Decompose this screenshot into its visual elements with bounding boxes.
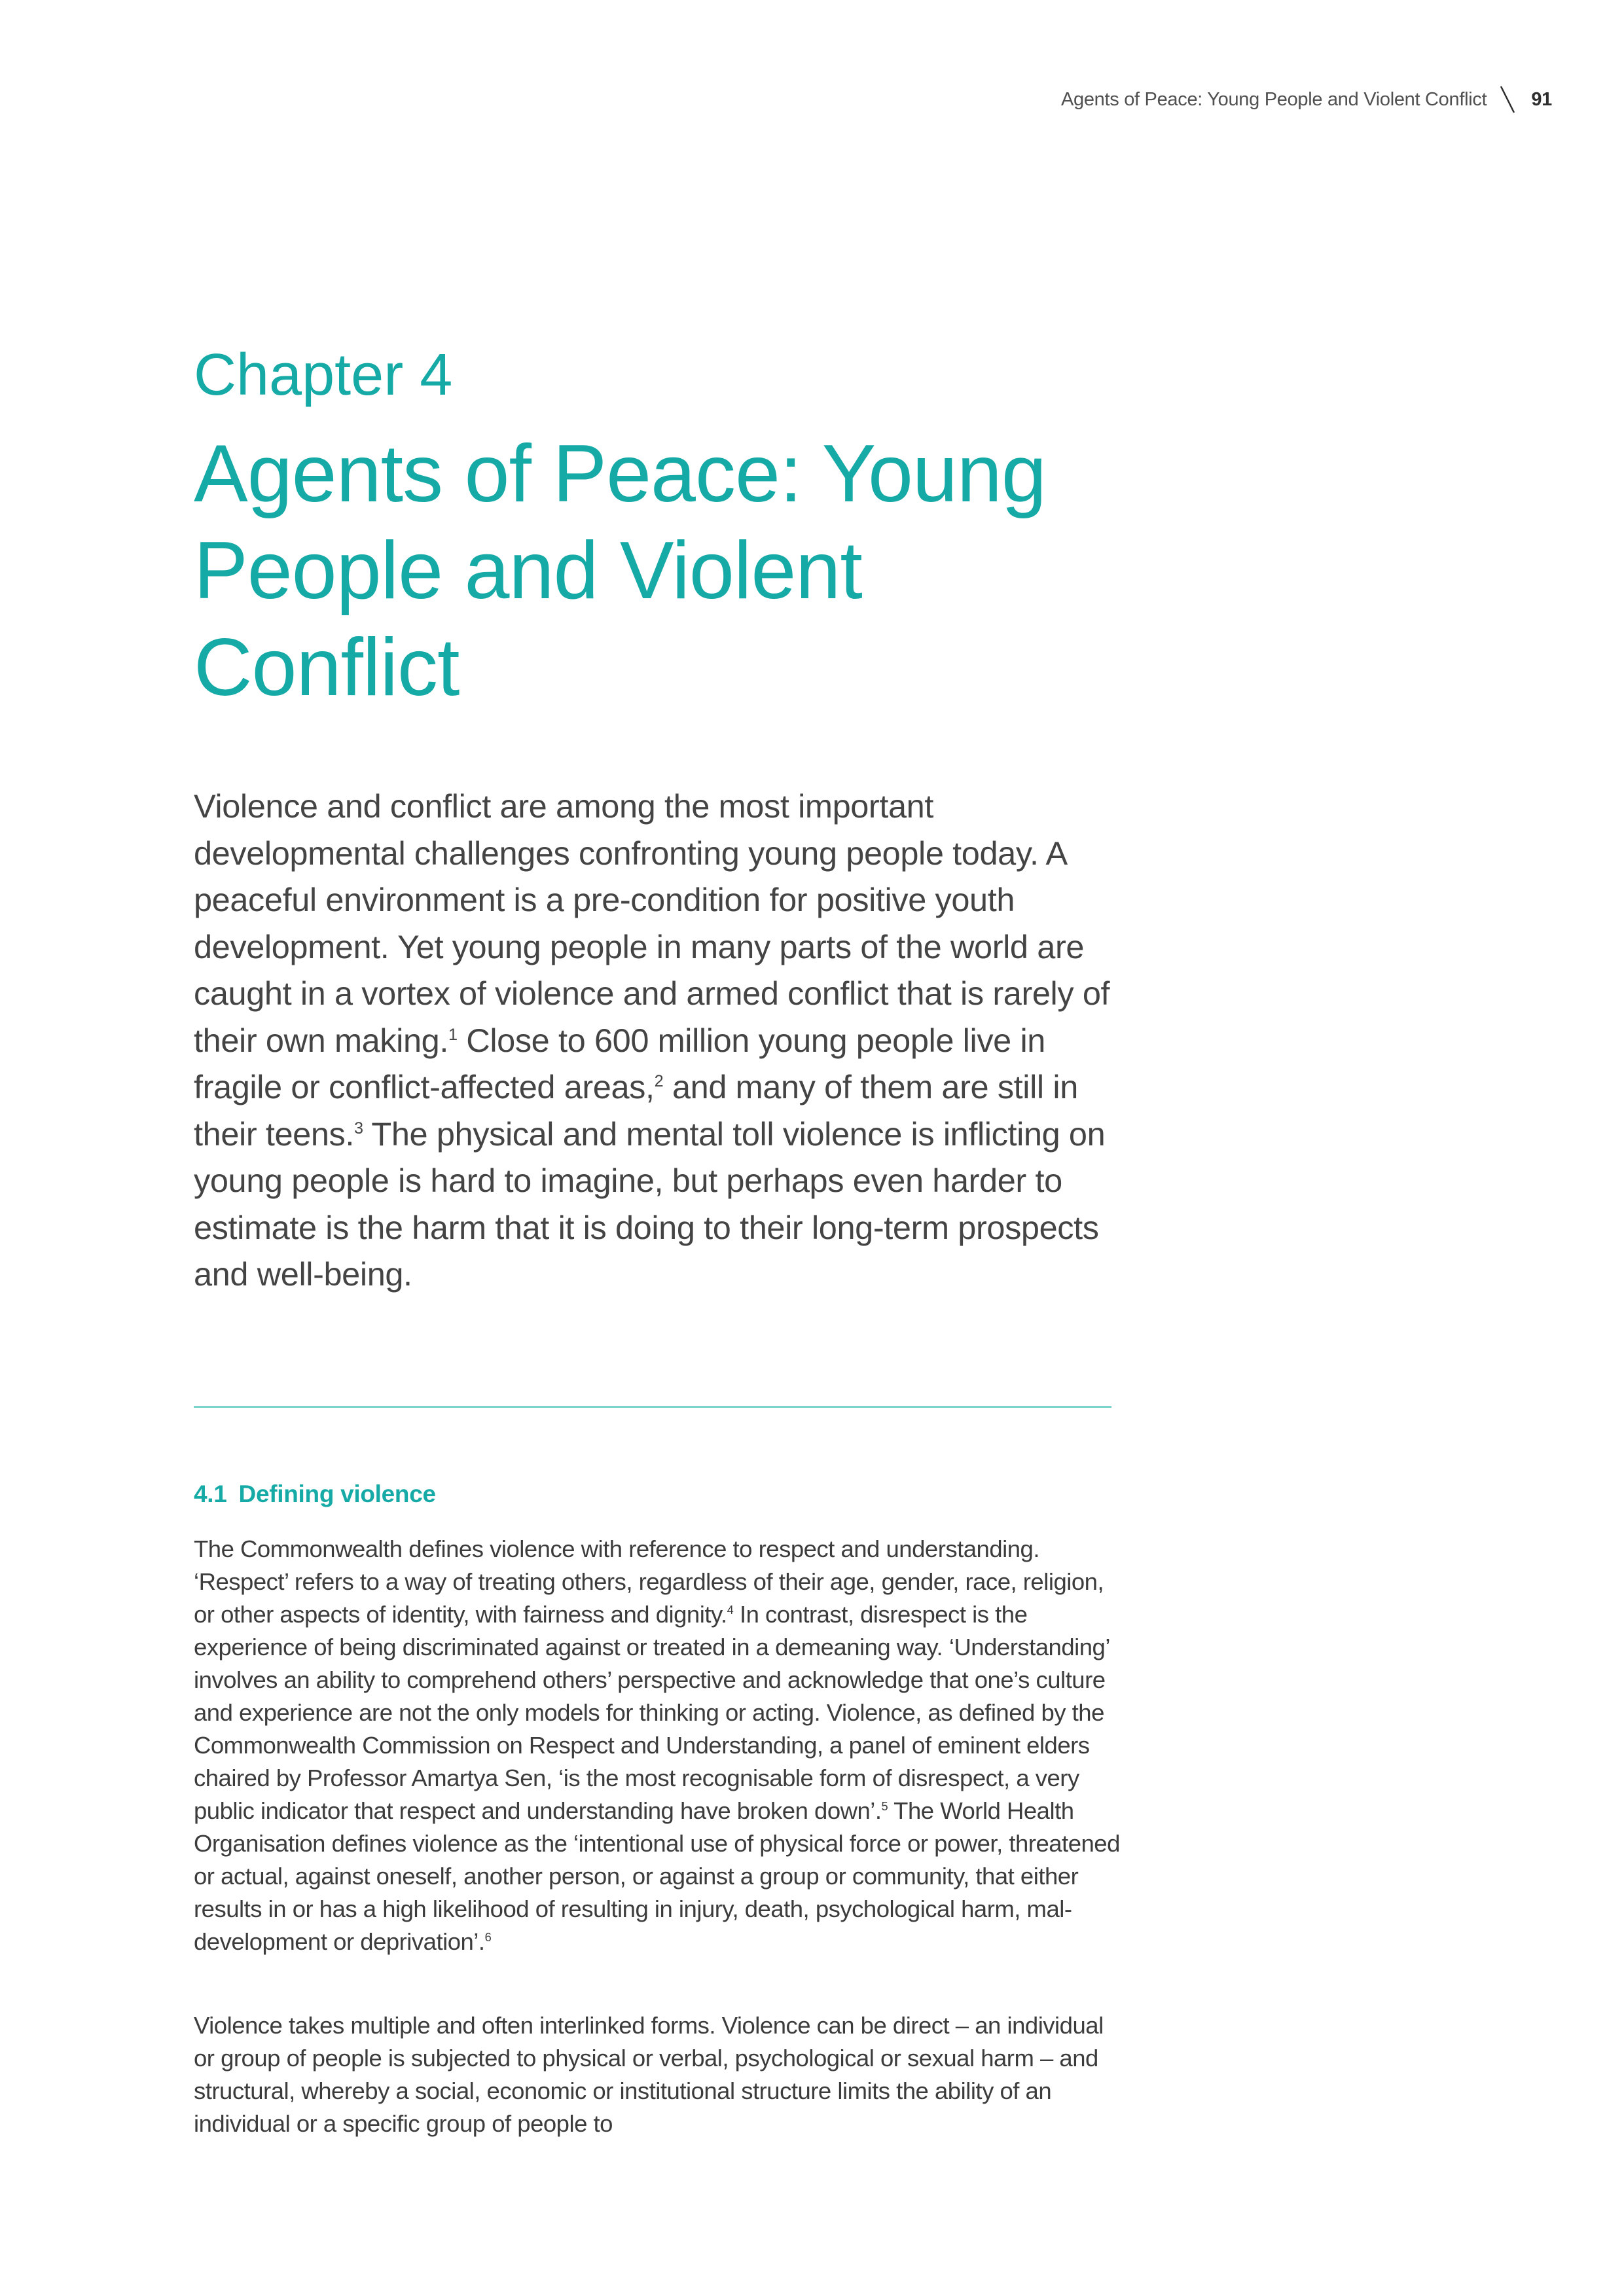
- body-paragraph-2: Violence takes multiple and often interlinked forms. Violence can be direct – an individual or group of people is subjected to physical or verbal, psychological or sexual harm – and structural, whereby a social, economic or institutional structure limits the ability of an individual or a specific group of people to: [194, 2012, 1104, 2137]
- section-number: 4.1: [194, 1480, 227, 1507]
- chapter-title: Agents of Peace: Young People and Violent Conflict: [194, 429, 1046, 713]
- para1-text-3: The World Health Organisation defines violence as the ‘intentional use of physical force or power, threatened or actual, against oneself, another person, or against a group or community, that either results in or has a high likelihood of resulting in injury, death, psychological harm, mal-development or deprivation’.: [194, 1797, 1120, 1955]
- footnote-ref-2: 2: [654, 1072, 664, 1091]
- section-divider: [194, 1406, 1111, 1408]
- footnote-ref-1: 1: [448, 1025, 458, 1044]
- page-number: 91: [1531, 88, 1552, 110]
- backslash-divider-icon: [1496, 84, 1519, 115]
- body-paragraph-1: [194, 1533, 1123, 1958]
- para1-text-1: The Commonwealth defines violence with reference to respect and understanding. ‘Respect’ refers to a way of treating others, regardless of their age, gender, race, religion, or other aspects of identity, with fairness and dignity.: [194, 1535, 1104, 1628]
- footnote-ref-5: 5: [881, 1799, 888, 1813]
- footnote-ref-4: 4: [727, 1602, 734, 1617]
- chapter-label: Chapter 4: [194, 342, 453, 408]
- running-header: [1061, 84, 1552, 115]
- intro-text-1: Violence and conflict are among the most important developmental challenges confronting young people today. A peaceful environment is a pre-condition for positive youth development. Yet young people in many parts of the world are caught in a vortex of violence and armed conflict that is rarely of their own making.: [194, 787, 1110, 1059]
- section-heading: [194, 1480, 436, 1508]
- intro-text-3: and many of them are still in their teens.: [194, 1068, 1078, 1153]
- footnote-ref-6: 6: [484, 1929, 492, 1944]
- intro-text-4: The physical and mental toll violence is inflicting on young people is hard to imagine, but perhaps even harder to estimate is the harm that it is doing to their long-term prospects and well-being.: [194, 1115, 1106, 1293]
- intro-text-2: Close to 600 million young people live in fragile or conflict-affected areas,: [194, 1021, 1045, 1105]
- para1-text-2: In contrast, disrespect is the experience of being discriminated against or treated in a demeaning way. ‘Understanding’ involves an ability to comprehend others’ perspective and acknowledge that one’s culture and experience are not the only models for thinking or acting. Violence, as defined by the Commonwealth Commission on Respect and Understanding, a panel of eminent elders chaired by Professor Amartya Sen, ‘is the most recognisable form of disrespect, a very public indicator that respect and understanding have broken down’.: [194, 1601, 1110, 1824]
- intro-paragraph: [194, 783, 1123, 1298]
- section-title: Defining violence: [238, 1480, 436, 1507]
- running-title: Agents of Peace: Young People and Violent Conflict: [1060, 88, 1487, 110]
- footnote-ref-3: 3: [354, 1119, 363, 1138]
